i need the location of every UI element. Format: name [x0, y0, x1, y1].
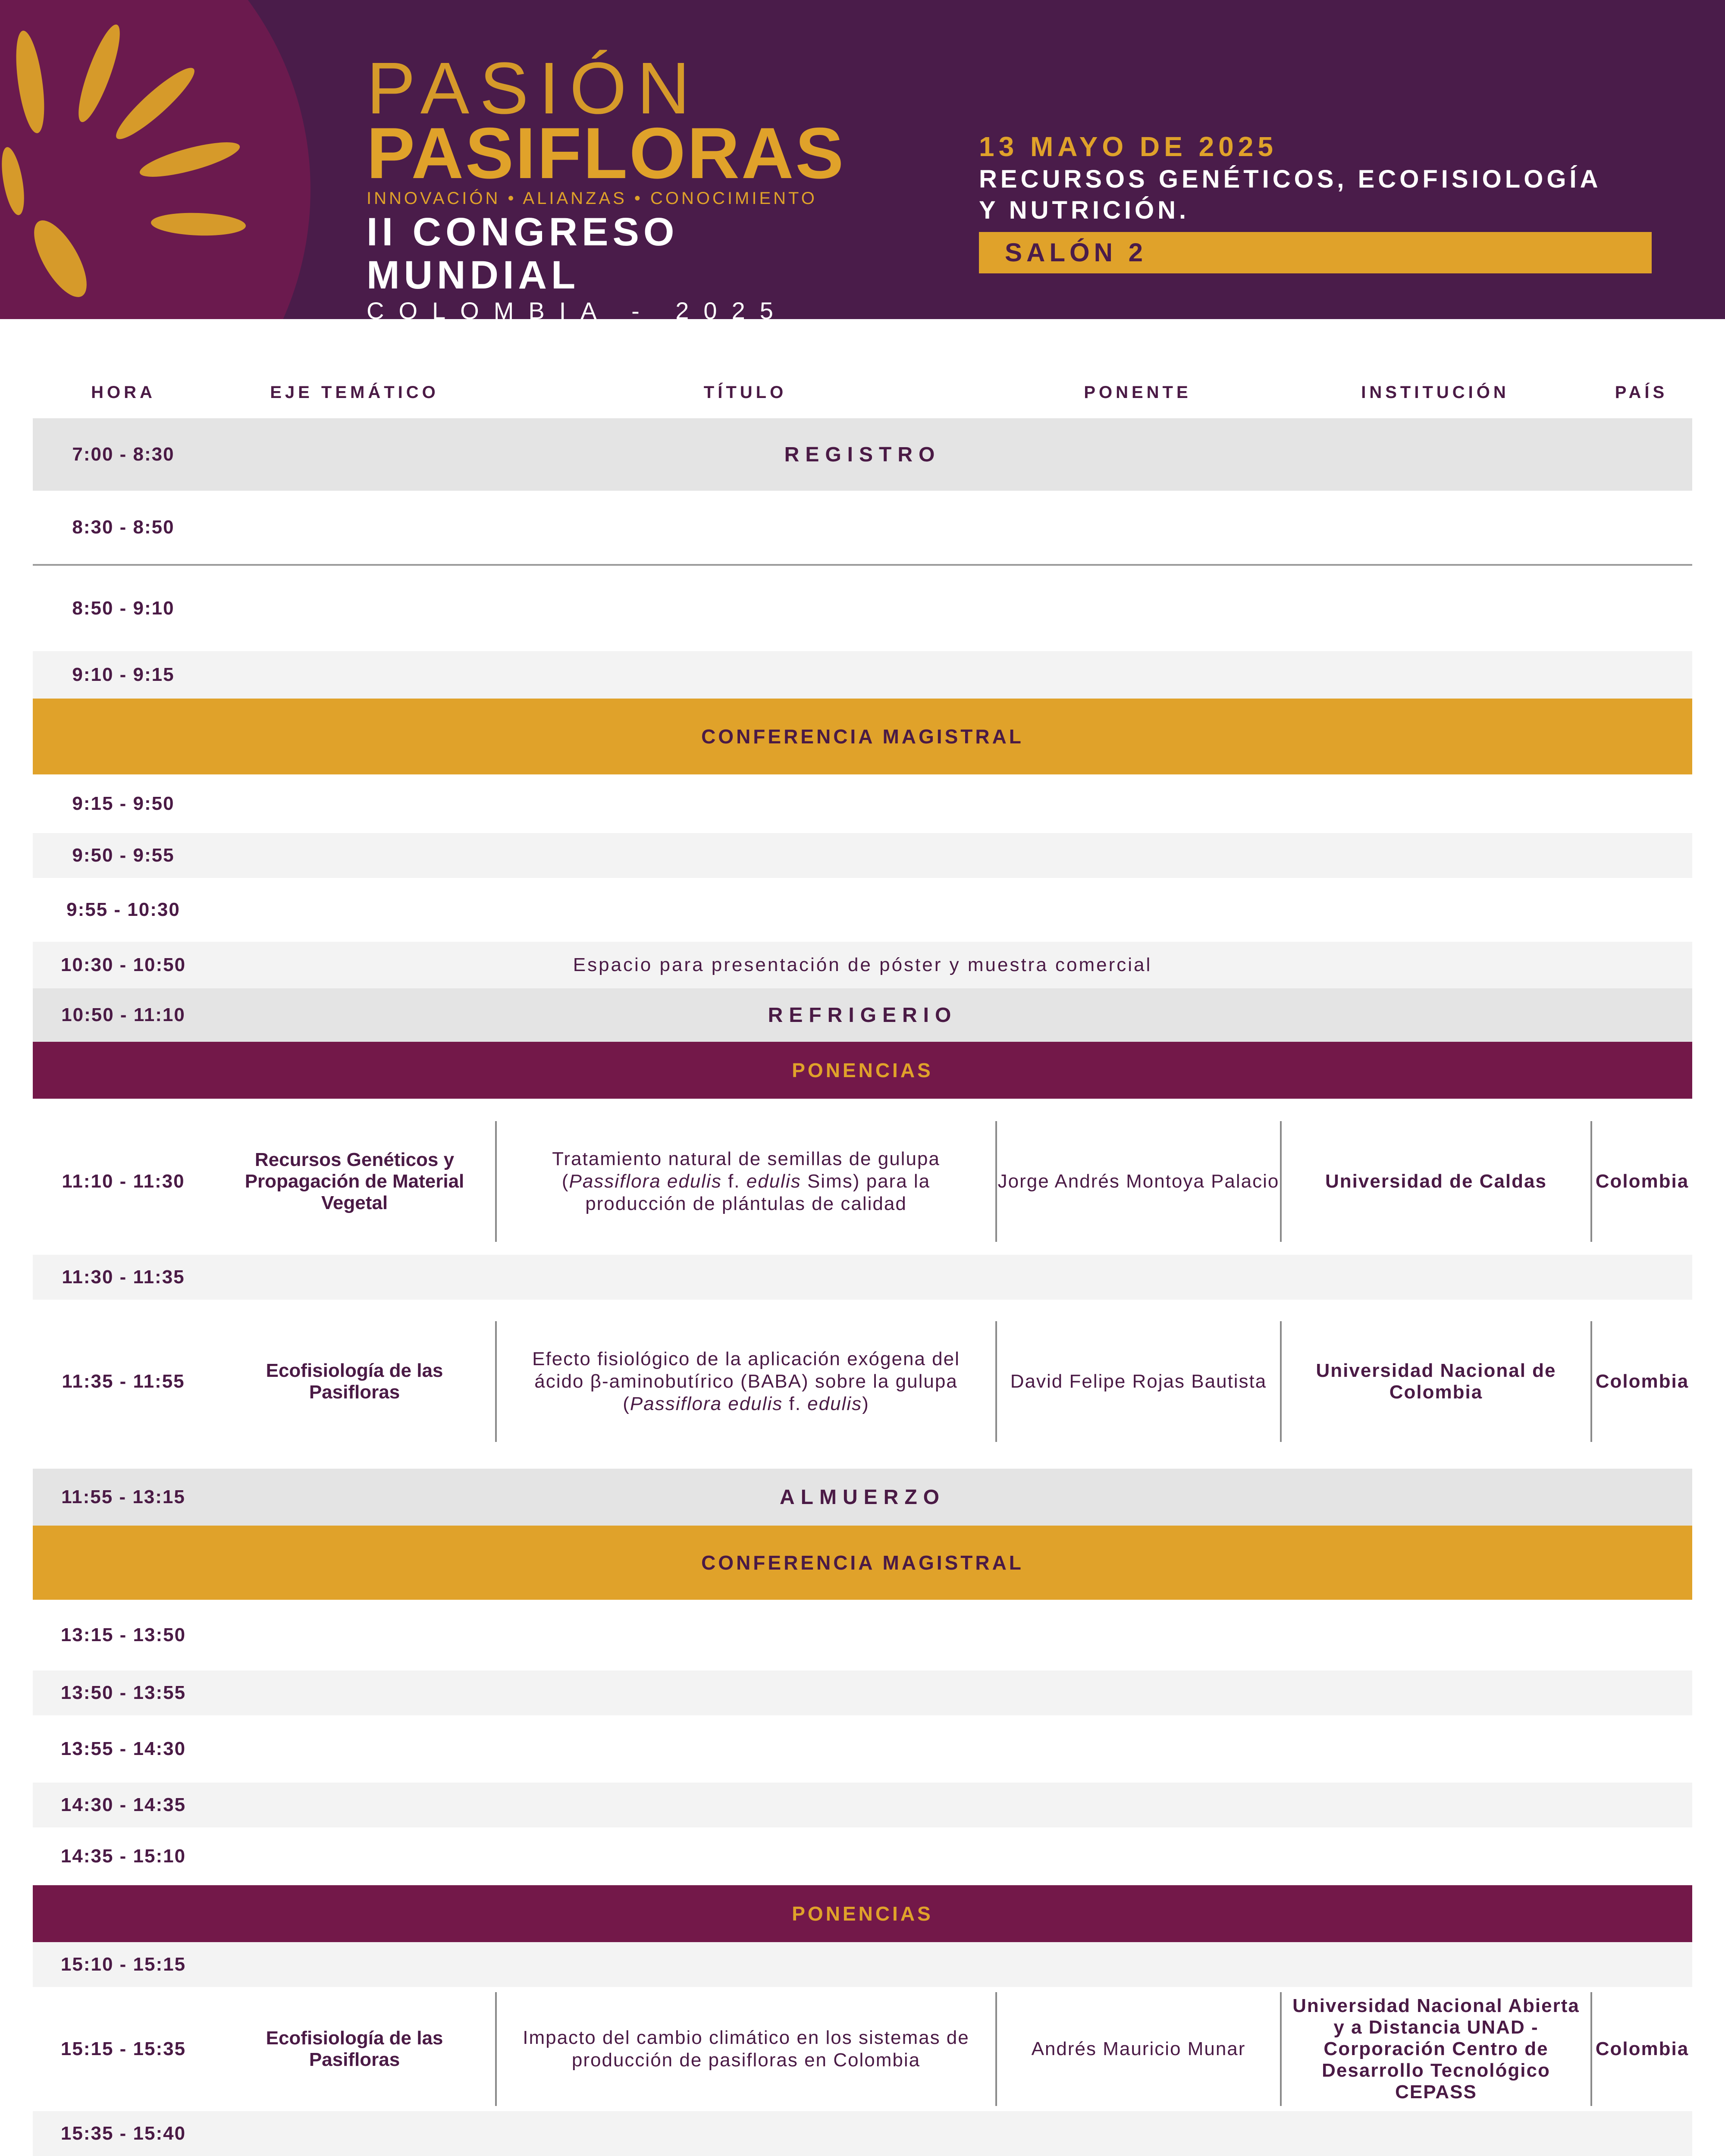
talk-row — [33, 1992, 1692, 2106]
time-cell: 13:50 - 13:55 — [60, 1682, 186, 1703]
session-info — [979, 129, 1652, 273]
session-label: REGISTRO — [784, 443, 941, 466]
time-cell: 15:35 - 15:40 — [60, 2123, 186, 2144]
title-cell: Impacto del cambio climático en los sistemas de producción de pasifloras en Colombia — [495, 1992, 995, 2106]
schedule-row — [33, 2111, 1692, 2156]
session-label: ALMUERZO — [780, 1485, 945, 1509]
section-banner-label: PONENCIAS — [792, 1902, 933, 1925]
logo-pasion: PASIÓN — [367, 47, 700, 129]
institution-cell: Universidad Nacional Abierta y a Distancia UNAD - Corporación Centro de Desarrollo Tecnológico CEPASS — [1280, 1992, 1590, 2106]
poster-session-text: Espacio para presentación de póster y muestra comercial — [573, 954, 1152, 975]
passion-flower-logo-graphic — [0, 0, 319, 319]
section-banner-label: PONENCIAS — [792, 1059, 933, 1081]
time-cell: 15:15 - 15:35 — [60, 2038, 186, 2059]
logo-pasifloras: PASIFLORAS — [367, 113, 846, 194]
section-banner — [33, 1885, 1692, 1942]
schedule-row — [33, 1600, 1692, 1670]
event-date: 13 MAYO DE 2025 — [979, 131, 1277, 162]
schedule-row — [33, 1469, 1692, 1526]
time-cell: 15:10 - 15:15 — [60, 1954, 186, 1975]
time-cell: 11:35 - 11:55 — [62, 1371, 185, 1392]
schedule-row — [33, 491, 1692, 564]
schedule-row — [33, 566, 1692, 651]
logo-country: COLOMBIA - 2025 — [367, 297, 788, 319]
schedule-row — [33, 651, 1692, 699]
talk-row — [33, 1321, 1692, 1442]
time-cell: 14:30 - 14:35 — [60, 1794, 186, 1815]
time-cell: 9:10 - 9:15 — [72, 664, 175, 685]
time-cell: 9:15 - 9:50 — [72, 793, 175, 814]
time-cell: 10:50 - 11:10 — [61, 1004, 185, 1025]
country-cell: Colombia — [1590, 1321, 1692, 1442]
schedule-row — [33, 1670, 1692, 1715]
session-topic-line1: RECURSOS GENÉTICOS, ECOFISIOLOGÍA — [979, 165, 1602, 193]
time-cell: 11:55 - 13:15 — [61, 1486, 185, 1507]
section-banner — [33, 1042, 1692, 1099]
time-cell: 13:15 - 13:50 — [60, 1624, 186, 1645]
time-cell: 11:30 - 11:35 — [62, 1266, 185, 1288]
schedule-row — [33, 1255, 1692, 1300]
schedule-row — [33, 418, 1692, 491]
section-banner — [33, 699, 1692, 774]
speaker-cell: Andrés Mauricio Munar — [995, 1992, 1280, 2106]
column-header-ponente: PONENTE — [1084, 383, 1192, 402]
session-topic-line2: Y NUTRICIÓN. — [979, 196, 1190, 224]
schedule-row — [33, 1827, 1692, 1885]
logo-tagline: INNOVACIÓN • ALIANZAS • CONOCIMIENTO — [367, 189, 817, 208]
schedule-row — [33, 988, 1692, 1042]
section-banner-label: CONFERENCIA MAGISTRAL — [701, 1551, 1024, 1574]
country-cell: Colombia — [1590, 1121, 1692, 1242]
schedule-row — [33, 942, 1692, 988]
title-cell: Efecto fisiológico de la aplicación exógena del ácido β-aminobutírico (BABA) sobre la gulupa (Passiflora edulis f. edulis) — [495, 1321, 995, 1442]
theme-cell: Recursos Genéticos y Propagación de Material Vegetal — [245, 1149, 464, 1213]
time-cell: 14:35 - 15:10 — [60, 1846, 186, 1867]
theme-cell: Ecofisiología de las Pasifloras — [266, 2028, 443, 2070]
time-cell: 9:55 - 10:30 — [66, 899, 180, 920]
schedule-row — [33, 1783, 1692, 1827]
time-cell: 13:55 - 14:30 — [60, 1738, 186, 1759]
schedule-row — [33, 878, 1692, 942]
speaker-cell: Jorge Andrés Montoya Palacio — [995, 1121, 1280, 1242]
schedule-row — [33, 774, 1692, 833]
institution-cell: Universidad de Caldas — [1280, 1121, 1590, 1242]
schedule-row — [33, 1942, 1692, 1987]
column-header-titulo: TÍTULO — [703, 383, 787, 402]
column-header-institucion: INSTITUCIÓN — [1361, 383, 1509, 402]
column-header-hora: HORA — [91, 383, 156, 402]
country-cell: Colombia — [1590, 1992, 1692, 2106]
time-cell: 11:10 - 11:30 — [62, 1171, 185, 1192]
time-cell: 10:30 - 10:50 — [60, 954, 186, 975]
session-label: REFRIGERIO — [768, 1003, 957, 1027]
time-cell: 8:30 - 8:50 — [72, 517, 175, 538]
section-banner — [33, 1526, 1692, 1600]
time-cell: 9:50 - 9:55 — [72, 845, 175, 866]
schedule-row — [33, 1715, 1692, 1783]
header-banner — [0, 0, 1725, 319]
logo-congreso: II CONGRESO MUNDIAL — [367, 210, 679, 297]
column-header-pais: PAÍS — [1615, 383, 1668, 402]
talk-row — [33, 1121, 1692, 1242]
speaker-cell: David Felipe Rojas Bautista — [995, 1321, 1280, 1442]
section-banner-label: CONFERENCIA MAGISTRAL — [701, 725, 1024, 748]
column-header-eje: EJE TEMÁTICO — [270, 383, 439, 402]
schedule-row — [33, 833, 1692, 878]
time-cell: 8:50 - 9:10 — [72, 598, 175, 619]
room-badge: SALÓN 2 — [979, 232, 1652, 273]
institution-cell: Universidad Nacional de Colombia — [1280, 1321, 1590, 1442]
time-cell: 7:00 - 8:30 — [72, 444, 175, 465]
title-cell: Tratamiento natural de semillas de gulupa (Passiflora edulis f. edulis Sims) para la producción de plántulas de calidad — [495, 1121, 995, 1242]
theme-cell: Ecofisiología de las Pasifloras — [266, 1360, 443, 1403]
event-logo — [367, 47, 850, 319]
